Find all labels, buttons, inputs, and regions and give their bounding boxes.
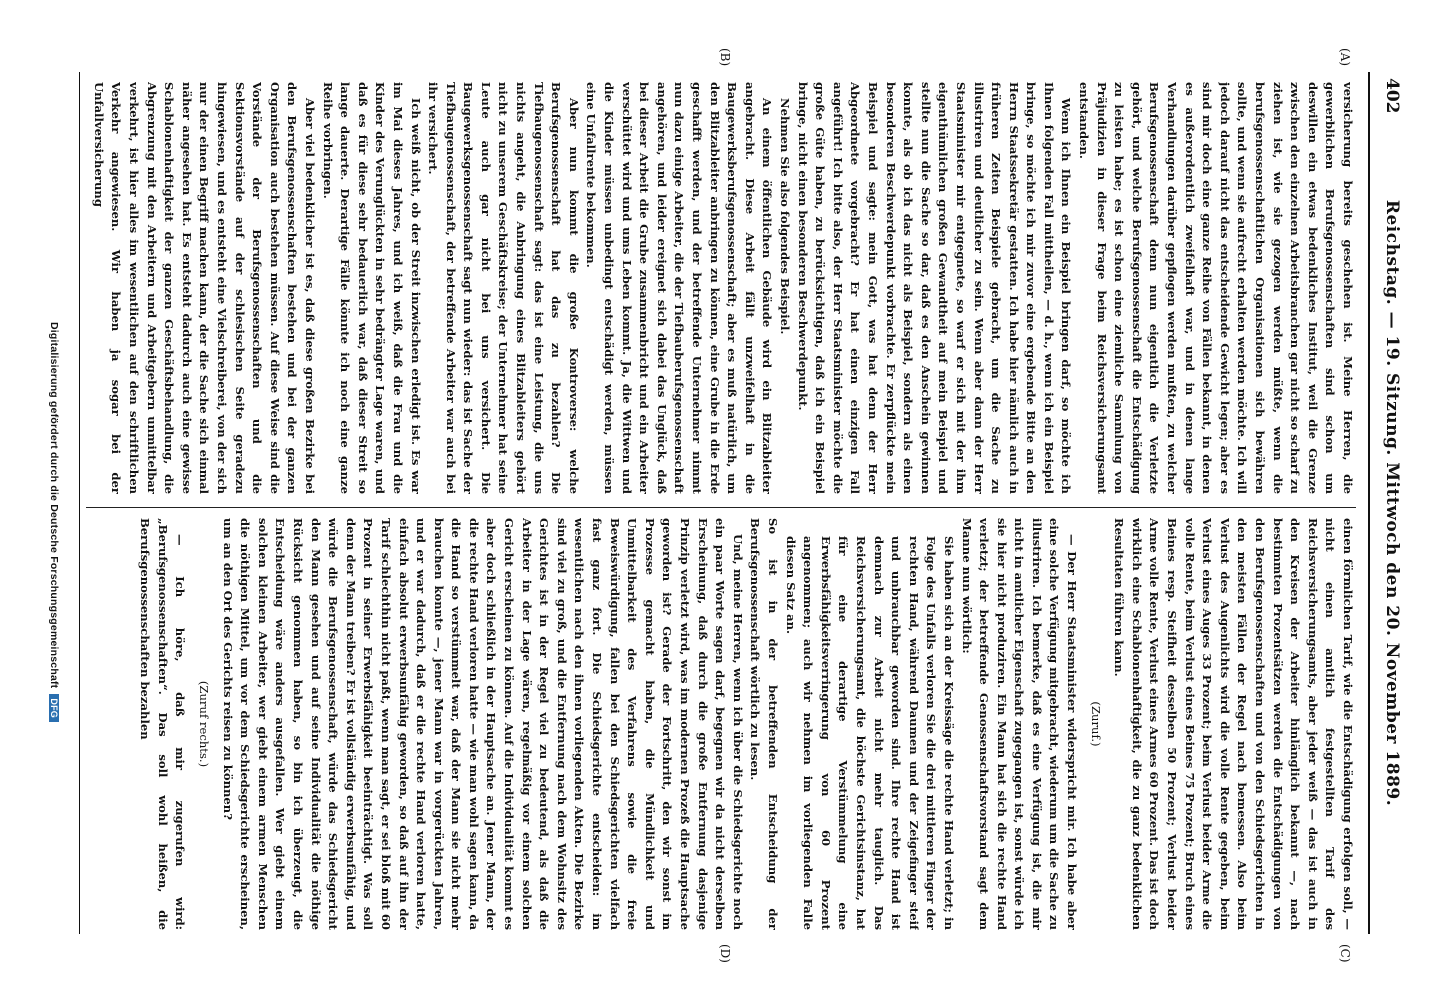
paragraph: — Ich höre, daß mir zugerufen wird: „Berufsgenossenschaften“. Das soll wohl heißen, die Berufsgenossenschaften bezahlen — [138, 518, 188, 930]
left-text-column — [86, 82, 1356, 494]
paragraph: — Der Herr Staatsminister widerspricht mir. Ich habe aber eine solche Verfügung mitgebracht, wiederum um die Sache zu illustriren. Ich bemerke, daß es eine Verfügung ist, die mir nicht in amtlicher Eigenschaft zugegangen ist, sonst würde ich sie hier nicht produziren. Ein Mann hat sich die rechte Hand verletzt; der betreffende Genossenschaftsvorstand sagt dem Manne nun wörtlich: — [959, 518, 1080, 930]
dfg-logo: DFG — [49, 694, 59, 722]
paragraph: Aber viel bedenklicher ist es, daß diese großen Bezirke bei den Berufsgenossenschaften bestehen und bei der ganzen Organisation auch bestehen müssen. Auf diese Weise sind die Vorstände der Berufsgenossenschaften und die Sektionsvorstände auf der schlesischen Seite geradezu hingewiesen, und es entsteht eine Vielschreiberei, von der sich nur der einen Begriff machen kann, der die Sache sich einmal näher angesehen hat. Es entsteht dadurch auch eine gewisse Schablonenhaftigkeit der ganzen Geschäftsbehandlung, die Abgrenzung mit den Arbeitern und Arbeitgebern unmittelbar verkehrt, ist hier alles im wesentlichen auf den schriftlichen Verkehr angewiesen. Wir haben ja sogar bei der Unfallversicherung — [91, 82, 317, 494]
interjection: (Zuruf rechts.) — [197, 680, 211, 768]
margin-marker-d: (D) — [718, 944, 732, 963]
bottom-rule — [79, 72, 80, 934]
paragraph: versicherung bereits geschehen ist. Meine Herren, die gewerblichen Berufsgenossenschaften sind schon um deswillen ein etwas bedenkliches Institut, weil die Grenze zwischen den einzelnen Arbeitsbranchen gar nicht so scharf zu ziehen ist, wie sie gezogen werden müßte, wenn die berufsgenossenschaftlichen Organisationen sich bewähren sollte, und wenn sie aufrecht erhalten werden möchte. Ich will jedoch darauf nicht das entscheidende Gewicht legen; aber es sind mir doch eine ganze Reihe von Fällen bekannt, in denen es außerordentlich zweifelhaft war, und in denen lange Verhandlungen darüber gepflogen werden mußten, zu welcher Berufsgenossenschaft denn nun eigentlich die Verletzte gehört, und welche Berufsgenossenschaft die Entschädigung zu leisten habe; es ist schon eine ziemliche Sammlung von Präjudizien in dieser Frage beim Reichsversicherungsamt entstanden. — [1077, 82, 1355, 494]
paragraph: Nehmen Sie also folgendes Beispiel. — [778, 98, 792, 335]
margin-marker-b: (B) — [718, 48, 732, 67]
page-number: 402 — [1382, 78, 1402, 114]
paragraph: Wenn ich Ihnen ein Beispiel bringen darf, so möchte ich Ihnen folgenden Fall mittheilen, — d. h., wenn ich ein Beispiel bringe, so möchte ich mir zuvor eine ergebende Bitte an den Herrn Staatssekretär gestatten. Ich habe hier nämlich auch in früheren Zeiten Beispiele gebracht, um die Sache zu illustriren und deutlicher zu sein. Wenn aber dann der Herr Staatsminister mir entgegnete, so warf er sich mit der ihm eigenthümlichen großen Gewandtheit auf mein Beispiel und stellte nun die Sache so dar, daß es den Anschein gewinnen konnte, als ob ich das nicht als Beispiel, sondern als einen besonderen Beschwerdepunkt vorbrachte. Er zerpflückte mein Beispiel und sagte: mein Gott, was hat denn der Herr Abgeordnete vorgebracht? Er hat einen einzigen Fall angeführt! Ich bitte also, der Herr Staatsminister möchte die große Güte haben, zu berücksichtigen, daß ich ein Beispiel bringe, nicht einen besonderen Beschwerdepunkt. — [795, 82, 1074, 494]
quoted-passage: Sie haben sich an der Kreissäge die rechte Hand verletzt; in Folge des Unfalls verloren Sie die drei mittleren Finger der rechten Hand, während Daumen und der Zeigefinger steif und unbrauchbar geworden sind. Ihre rechte Hand ist demnach zur Arbeit nicht mehr tauglich. Das Reichsversicherungsamt, die höchste Gerichtsinstanz, hat für eine derartige Verstümmelung eine Erwerbsfähigkeitsverringerung von 60 Prozent angenommen; auch wir nehmen im vorliegenden Falle diesen Satz an. — [783, 536, 956, 930]
paragraph: Aber nun kommt die große Kontroverse: welche Berufsgenossenschaft hat das zu bezahlen? Die Tiefbaugenossenschaft sagt: das ist eine Leistung, die uns nichts angeht, die Anbringung eines Blitzableiters gehört nicht zu unserem Geschäftskreise; der Unternehmer hat seine Leute auch gar nicht bei uns versichert. Die Baugewerksgenossenschaft sagt nun wieder: das ist Sache der Tiefbaugenossenschaft, der betreffende Arbeiter war auch bei ihr versichert. — [426, 82, 581, 494]
digitization-note-text: Digitalisierung gefördert durch die Deutsche Forschungsgemeinschaft — [48, 322, 60, 689]
margin-marker-a: (A) — [1338, 48, 1352, 67]
column-divider — [86, 507, 1356, 508]
margin-marker-c: (C) — [1338, 944, 1352, 963]
right-text-column — [86, 518, 1356, 930]
page-header — [1374, 72, 1414, 934]
digitization-note — [48, 92, 60, 952]
interjection: (Zuruf.) — [1088, 701, 1103, 747]
paragraph: Ich weiß nicht, ob der Streit inzwischen erledigt ist. Es war im Mai dieses Jahres, und ich weiß, daß die Frau und die Kinder des Verunglückten in sehr bedrängter Lage waren, und daß es für diese sehr bedauerlich war, daß dieser Streit so lange dauerte. Derartige Fälle könnte ich noch eine ganze Reihe vorbringen. — [320, 82, 423, 494]
paragraph: So ist in der betreffenden Entscheidung der Berufsgenossenschaft wörtlich zu lesen. — [748, 518, 780, 930]
running-title: Reichstag. — 19. Sitzung. Mittwoch den 20. November 1889. — [1382, 199, 1402, 807]
paragraph: einen förmlichen Tarif, wie die Entschädigung erfolgen soll, — nicht einen amtlich festgestellten Tarif des Reichsversicherungsamts, aber jeder weiß — das ist auch in den Kreisen der Arbeiter hinlänglich bekannt —, nach bestimmten Prozentsätzen werden die Entschädigungen von den Berufsgenossenschaften und von den Schiedsgerichten in den meisten Fällen der Regel nach bemessen. Also beim Verlust des Augenlichts wird die volle Rente gegeben, beim Verlust eines Auges 33 Prozent; beim Verlust beider Arme die volle Rente, beim Verlust eines Beines 75 Prozent; Bruch eines Beines resp. Steifheit desselben 50 Prozent; Verlust beider Arme volle Rente, Verlust eines Armes 60 Prozent. Das ist doch wirklich eine Schablonenhaftigkeit, die zu ganz bedenklichen Resultaten führen kann. — [1112, 518, 1355, 930]
paragraph: An einem öffentlichen Gebäude wird ein Blitzableiter angebracht. Diese Arbeit fällt unzweifelhaft in die Baugewerksberufsgenossenschaft; aber es muß natürlich, um den Blitzableiter anbringen zu können, eine Grube in die Erde geschafft werden, und der betreffende Unternehmer nimmt nun dazu einige Arbeiter, die der Tiefbauberufsgenossenschaft angehören, und leider ereignet sich dabei das Unglück, daß bei dieser Arbeit die Grube zusammenbricht und ein Arbeiter verschüttet wird und ums Leben kommt. Ja, die Wittwen und die Kinder müssen unbedingt entschädigt werden, müssen eine Unfallrente bekommen. — [584, 82, 775, 494]
header-rule — [1368, 72, 1370, 934]
paragraph: Und, meine Herren, wenn ich über die Schiedsgerichte noch ein paar Worte sagen darf, begegnen wir da nicht derselben Erscheinung, daß durch die große Entfernung dasjenige Prinzip verletzt wird, was im modernen Prozeß die Hauptsache geworden ist? Gerade der Fortschritt, den wir sonst im Prozesse gemacht haben, die Mündlichkeit und Unmittelbarkeit des Verfahrens sowie die freie Beweiswürdigung, fallen bei den Schiedsgerichten vielfach fast ganz fort. Die Schiedsgerichte entscheiden: im wesentlichen nach den ihnen vorliegenden Akten. Die Bezirke sind viel zu groß, und die Entfernung nach dem Wohnsitz des Gerichtes ist in der Regel viel zu bedeutend, als daß die Arbeiter in der Lage wären, regelmäßig vor einem solchen Gericht erscheinen zu können. Auf die Individualität kommt es aber doch schließlich in der Hauptsache an. Jener Mann, der die rechte Hand verloren hatte — wie man wohl sagen kann, da die Hand so verstümmelt war, daß der Mann sie nicht mehr brauchen konnte —, jener Mann war in vorgerückten Jahren, und er war dadurch, daß er die rechte Hand verloren hatte, einfach absolut erwerbsunfähig geworden, so daß auf ihn der Tarif schlechthin nicht paßt, wenn man sagt, er sei bloß mit 60 Prozent in seiner Erwerbsfähigkeit beeinträchtigt. Was soll denn der Mann treiben? Er ist vollständig erwerbsunfähig, und würde die Berufsgenossenschaft, würde das Schiedsgericht den Mann gesehen und auf seine Individualität die nöthige Rücksicht genommen haben, so bin ich überzeugt, die Entscheidung wäre anders ausgefallen. Wer giebt einem solchen kleinen Arbeiter, wer giebt einem armen Menschen die nöthigen Mittel, um vor dem Schiedsgerichte erscheinen, um an den Ort des Gerichts reisen zu können? — [220, 518, 745, 930]
